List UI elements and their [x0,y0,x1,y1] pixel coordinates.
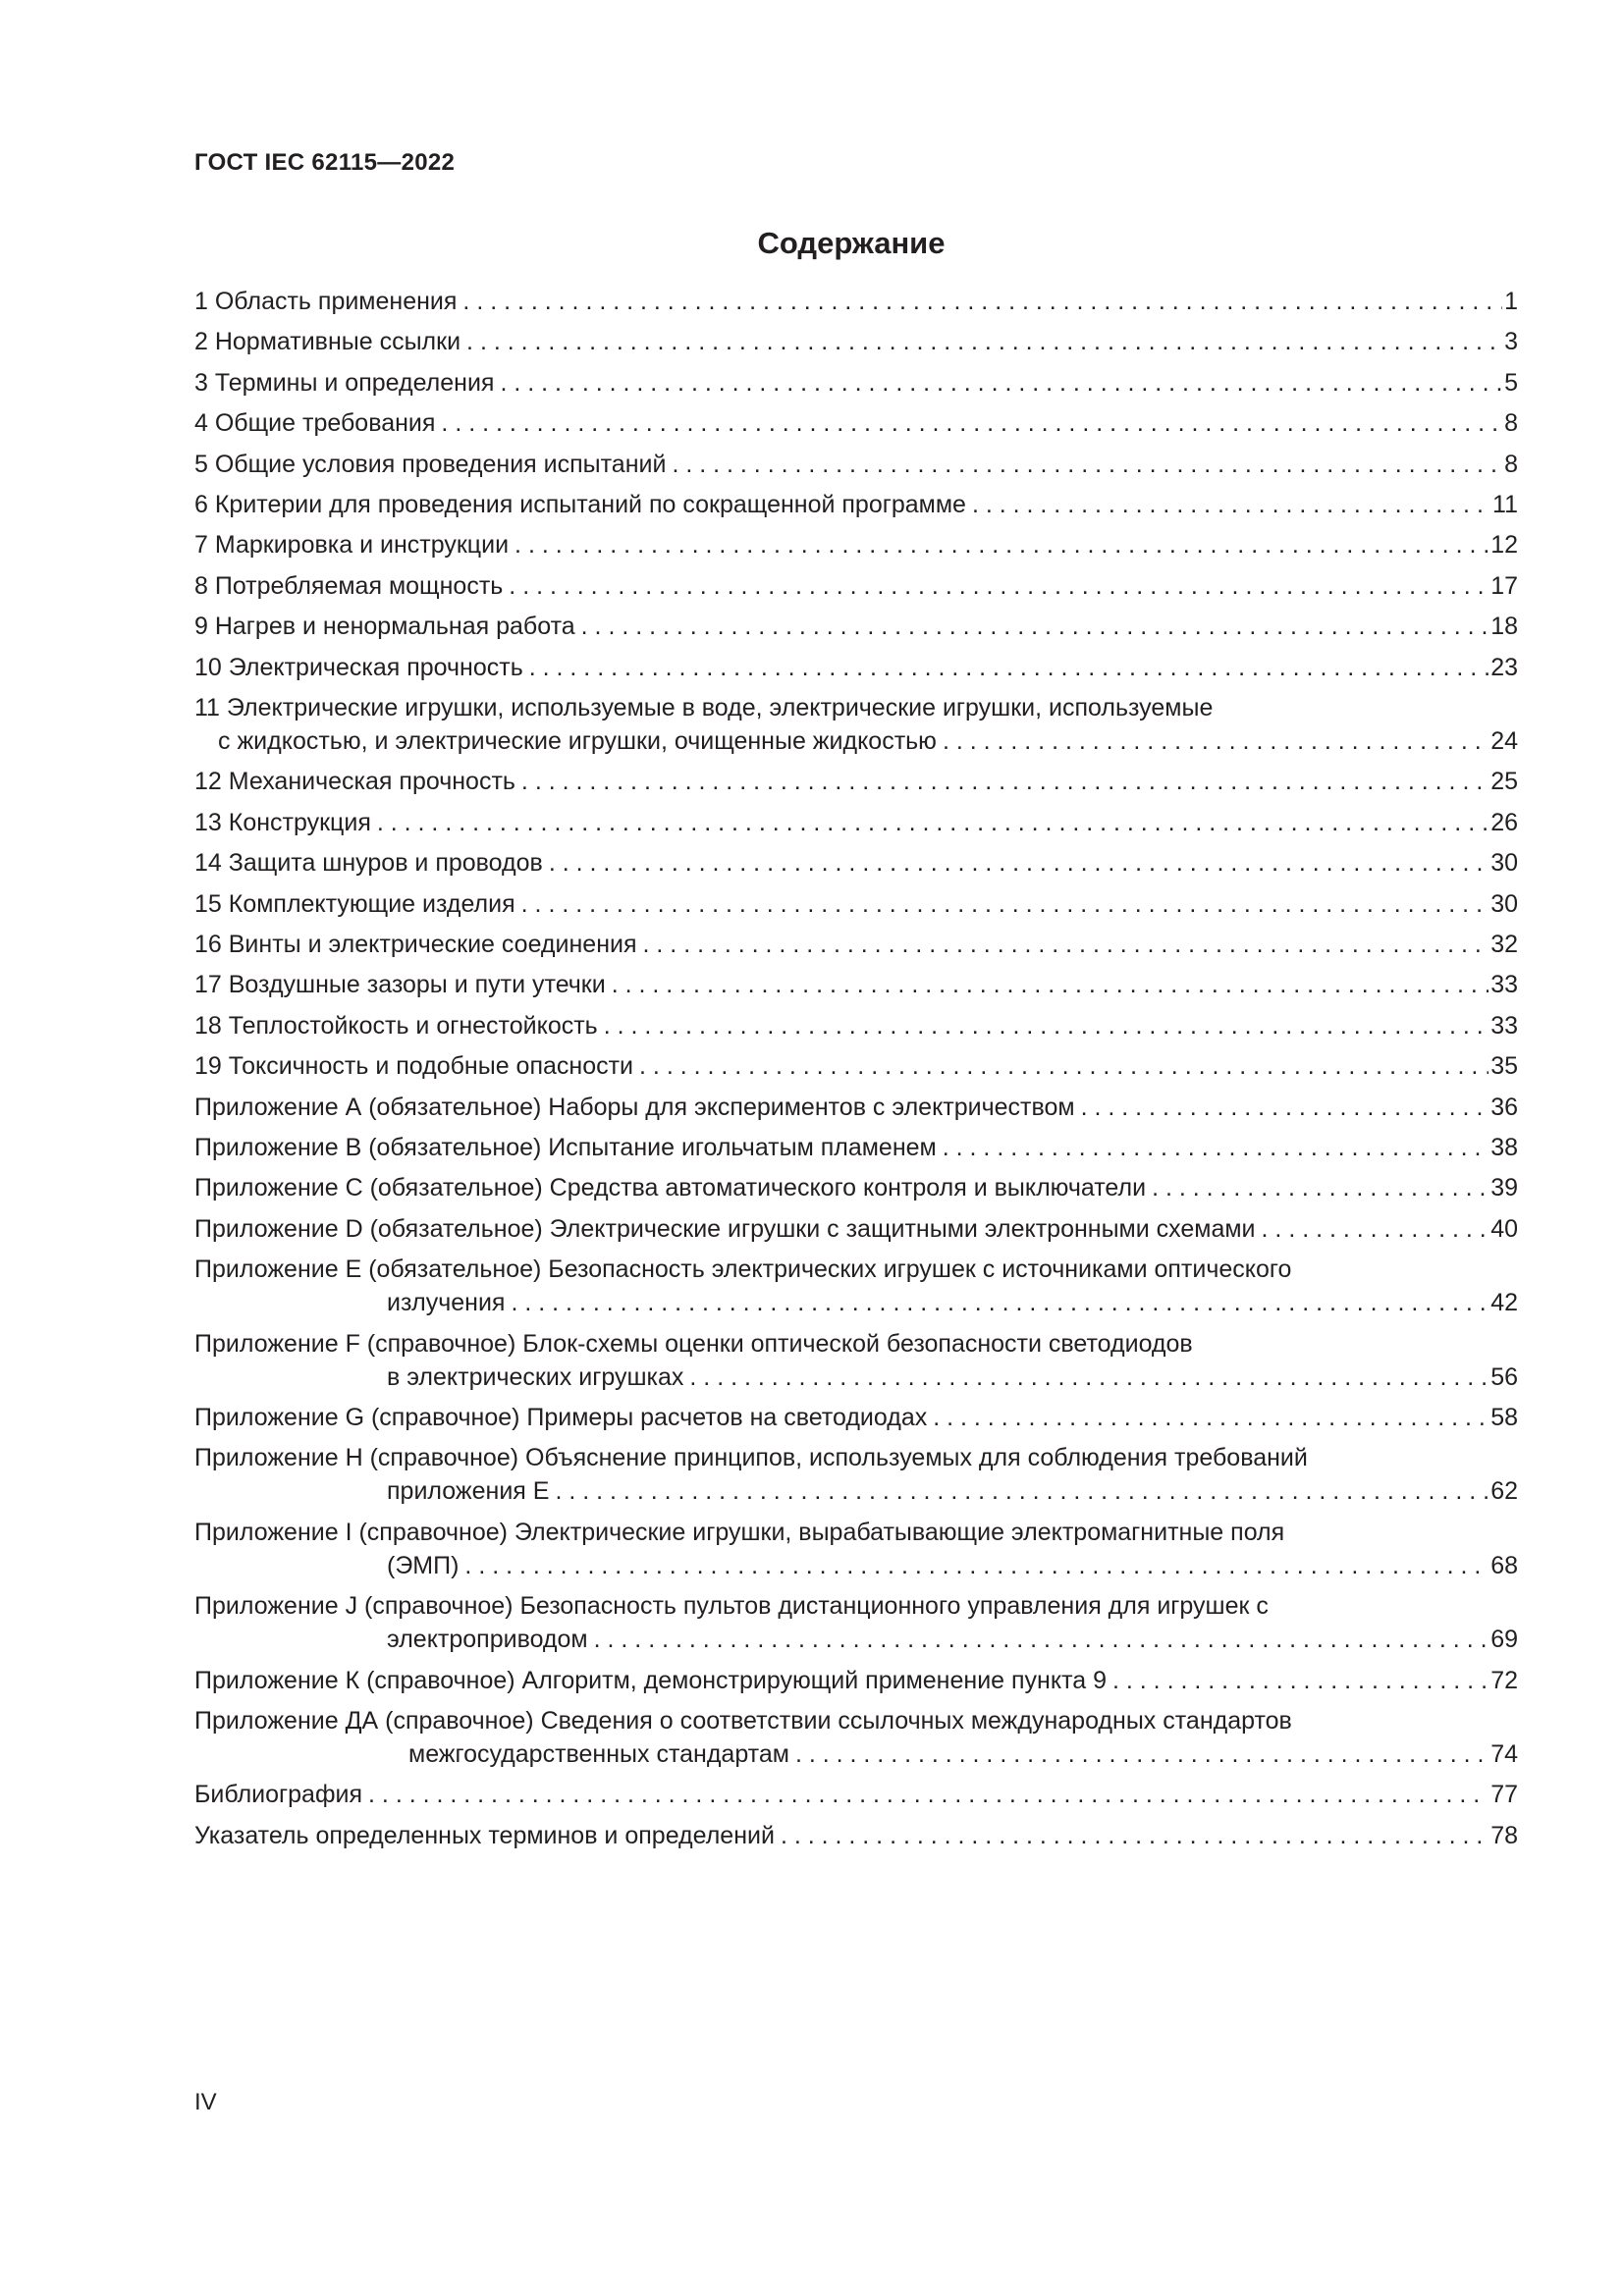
toc-leader-dots [549,846,1489,880]
toc-entry[interactable] [194,366,1518,400]
toc-entry-continuation [194,724,1518,758]
toc-title: Содержание [757,226,946,260]
toc-entry-title: 6 Критерии для проведения испытаний по сокращенной программе [194,491,966,518]
toc-page-number: 56 [1490,1362,1518,1391]
toc-entry-title: в электрических игрушках [387,1362,684,1391]
toc-page-number: 38 [1490,1134,1518,1161]
toc-leader-dots [689,1361,1489,1394]
toc-page-number: 5 [1504,368,1518,397]
toc-entry-title: Приложение D (обязательное) Электрические игрушки с защитными электронными схемами [194,1214,1256,1243]
toc-entry-title: Приложение G (справочное) Примеры расчетов на светодиодах [194,1404,928,1431]
toc-page-number: 23 [1490,653,1518,681]
toc-entry-line [194,325,1518,358]
toc-entry-title: Приложение Е (обязательное) Безопасность электрических игрушек с источниками оптического [194,1255,1292,1284]
toc-entry-line [194,806,1518,839]
toc-leader-dots [441,406,1502,440]
toc-page-number: 30 [1490,849,1518,878]
toc-leader-dots [462,285,1502,318]
toc-entry[interactable] [194,1819,1518,1852]
toc-entry-line [194,887,1518,921]
toc-leader-dots [943,724,1489,758]
toc-leader-dots [511,1286,1489,1319]
toc-page-number: 58 [1490,1404,1518,1431]
toc-entry-title: приложения Е [387,1477,550,1506]
toc-entry-title: 9 Нагрев и ненормальная работа [194,613,575,641]
toc-entry-continuation [194,1286,1518,1319]
toc-entry[interactable] [194,1327,1518,1394]
toc-entry-title: Приложение F (справочное) Блок-схемы оценки оптической безопасности светодиодов [194,1329,1193,1358]
toc-entry[interactable] [194,1009,1518,1042]
toc-entry[interactable] [194,528,1518,561]
toc-entry-title: Библиография [194,1781,363,1809]
toc-entry-line [194,1589,1518,1623]
toc-entry[interactable] [194,1516,1518,1582]
toc-entry-line [194,1171,1518,1204]
toc-entry[interactable] [194,765,1518,798]
toc-entry[interactable] [194,1049,1518,1083]
toc-page-number: 26 [1490,808,1518,836]
toc-entry-line [194,691,1518,724]
toc-entry-line [194,1778,1518,1811]
toc-page-number: 32 [1490,931,1518,958]
toc-page-number: 77 [1490,1781,1518,1809]
toc-entry[interactable] [194,887,1518,921]
toc-page-number: 74 [1490,1740,1518,1768]
toc-leader-dots [529,651,1489,684]
toc-leader-dots [933,1401,1489,1434]
toc-entry-title: 15 Комплектующие изделия [194,889,515,918]
toc-entry[interactable] [194,806,1518,839]
toc-entry-line [194,569,1518,603]
toc-entry-title: Приложение I (справочное) Электрические игрушки, вырабатывающие электромагнитные поля [194,1518,1285,1546]
toc-page-number: 11 [1492,491,1518,518]
toc-leader-dots [1152,1171,1489,1204]
toc-entry-line [194,765,1518,798]
toc-entry-line [194,1819,1518,1852]
toc-entry[interactable] [194,448,1518,481]
toc-entry-title: (ЭМП) [387,1551,460,1579]
toc-page-number: 8 [1504,409,1518,438]
toc-leader-dots [464,1549,1489,1582]
toc-entry[interactable] [194,1171,1518,1204]
toc-entry-title: излучения [387,1289,506,1317]
toc-leader-dots [514,528,1489,561]
toc-entry-title: Приложение ДА (справочное) Сведения о соответствии ссылочных международных стандартов [194,1707,1292,1735]
toc-leader-dots [972,488,1490,521]
toc-entry-line [194,528,1518,561]
toc-entry-line [194,1704,1518,1737]
toc-entry-title: 18 Теплостойкость и огнестойкость [194,1011,598,1040]
toc-entry-line [194,1401,1518,1434]
toc-entry[interactable] [194,1212,1518,1246]
toc-entry[interactable] [194,968,1518,1001]
toc-page-number: 62 [1490,1477,1518,1506]
toc-page-number: 25 [1490,768,1518,796]
toc-page-number: 18 [1490,613,1518,641]
toc-page-number: 12 [1490,531,1518,560]
toc-page-number: 33 [1490,1011,1518,1040]
toc-leader-dots [1081,1091,1489,1124]
toc-entry[interactable] [194,1704,1518,1771]
toc-entry[interactable] [194,569,1518,603]
toc-entry-title: электроприводом [387,1626,588,1654]
toc-page-number: 3 [1504,328,1518,356]
toc-leader-dots [1112,1664,1489,1697]
toc-page-number: 39 [1490,1174,1518,1202]
toc-entry-title: 4 Общие требования [194,409,436,438]
toc-page-number: 30 [1490,889,1518,918]
toc-page-number: 40 [1490,1214,1518,1243]
toc-leader-dots [795,1737,1489,1771]
toc-entry-title: Указатель определенных терминов и определений [194,1821,775,1849]
toc-entry-title: 16 Винты и электрические соединения [194,931,637,958]
toc-entry-title: с жидкостью, и электрические игрушки, очищенные жидкостью [218,727,937,755]
toc-page-number: 72 [1490,1666,1518,1694]
toc-page-number: 36 [1490,1093,1518,1121]
toc-entry[interactable] [194,691,1518,758]
toc-entry-title: Приложение А (обязательное) Наборы для экспериментов с электричеством [194,1093,1075,1121]
toc-leader-dots [500,366,1502,400]
toc-leader-dots [639,1049,1489,1083]
toc-entry-title: 10 Электрическая прочность [194,653,523,681]
toc-entry[interactable] [194,651,1518,684]
toc-entry-title: 13 Конструкция [194,808,371,836]
toc-page-number: 35 [1490,1052,1518,1081]
toc-entry-title: межгосударственных стандартам [408,1740,789,1768]
toc-leader-dots [1262,1212,1489,1246]
toc-entry[interactable] [194,1441,1518,1508]
toc-entry-line [194,968,1518,1001]
toc-entry-title: 8 Потребляемая мощность [194,571,504,600]
toc-entry-continuation [194,1474,1518,1508]
toc-entry[interactable] [194,1253,1518,1319]
toc-leader-dots [643,928,1489,961]
toc-page-number: 69 [1490,1626,1518,1654]
toc-entry-title: 7 Маркировка и инструкции [194,531,510,560]
toc-entry-title: 5 Общие условия проведения испытаний [194,450,667,478]
toc-entry-title: 2 Нормативные ссылки [194,328,461,356]
toc-entry-line [194,406,1518,440]
toc-leader-dots [377,806,1489,839]
toc-entry[interactable] [194,488,1518,521]
toc-entry-line [194,651,1518,684]
toc-entry-title: 17 Воздушные зазоры и пути утечки [194,971,606,999]
toc-entry-line [194,846,1518,880]
toc-entry[interactable] [194,1589,1518,1656]
toc-entry-line [194,1091,1518,1124]
page-number: IV [194,2089,217,2115]
toc-page-number: 78 [1490,1821,1518,1849]
toc-entry[interactable] [194,610,1518,643]
toc-leader-dots [509,569,1489,603]
toc-entry-line [194,1441,1518,1474]
toc-entry-line [194,1049,1518,1083]
toc-entry[interactable] [194,846,1518,880]
toc-leader-dots [604,1009,1489,1042]
toc-leader-dots [672,448,1502,481]
toc-entry-line [194,285,1518,318]
toc-leader-dots [943,1131,1489,1164]
toc-entry-continuation [194,1549,1518,1582]
toc-entry-continuation [194,1361,1518,1394]
toc-page-number: 1 [1504,288,1518,315]
toc-entry-title: Приложение J (справочное) Безопасность пультов дистанционного управления для игрушек с [194,1592,1269,1621]
toc-entry[interactable] [194,1401,1518,1434]
toc-entry-line [194,1009,1518,1042]
toc-page-number: 68 [1490,1551,1518,1579]
toc-entry-title: 19 Токсичность и подобные опасности [194,1052,634,1081]
toc-entry-title: Приложение Н (справочное) Объяснение принципов, используемых для соблюдения требований [194,1444,1308,1472]
toc-entry[interactable] [194,1778,1518,1811]
toc-entry-continuation [194,1623,1518,1656]
toc-entry-title: 12 Механическая прочность [194,768,515,796]
toc-page-number: 33 [1490,971,1518,999]
toc-entry[interactable] [194,1131,1518,1164]
toc-entry-title: Приложение К (справочное) Алгоритм, демонстрирующий применение пункта 9 [194,1666,1107,1694]
toc-entry[interactable] [194,928,1518,961]
toc-entry-line [194,1131,1518,1164]
toc-leader-dots [521,765,1489,798]
toc-leader-dots [555,1474,1489,1508]
toc-entry-continuation [194,1737,1518,1771]
toc-entry-line [194,1516,1518,1549]
toc-entry-title: 3 Термины и определения [194,368,495,397]
toc-entry-line [194,928,1518,961]
toc-page-number: 24 [1490,727,1518,755]
toc-entry-title: 14 Защита шнуров и проводов [194,849,543,878]
toc-entry-line [194,366,1518,400]
toc-leader-dots [466,325,1502,358]
toc-leader-dots [368,1778,1489,1811]
toc-entry-title: Приложение С (обязательное) Средства автоматического контроля и выключатели [194,1174,1147,1202]
toc-entry-title: Приложение В (обязательное) Испытание игольчатым пламенем [194,1134,937,1161]
toc-leader-dots [781,1819,1489,1852]
toc-entry-line [194,448,1518,481]
toc-leader-dots [521,887,1489,921]
toc-entry-line [194,1253,1518,1286]
toc-entry-line [194,1327,1518,1361]
toc-leader-dots [612,968,1489,1001]
toc-entry[interactable] [194,1664,1518,1697]
toc-entry[interactable] [194,406,1518,440]
toc-entry-line [194,488,1518,521]
document-header: ГОСТ IEC 62115—2022 [194,149,456,176]
toc-entry-title: 11 Электрические игрушки, используемые в воде, электрические игрушки, используемые [194,694,1214,721]
toc-entry-title: 1 Область применения [194,288,458,315]
toc-leader-dots [594,1623,1489,1656]
toc-page-number: 8 [1504,450,1518,478]
toc-entry-line [194,1664,1518,1697]
toc-entry[interactable] [194,285,1518,318]
toc-entry[interactable] [194,325,1518,358]
toc-entry[interactable] [194,1091,1518,1124]
toc-entry-line [194,610,1518,643]
toc-page-number: 17 [1490,571,1518,600]
toc-entry-line [194,1212,1518,1246]
toc-leader-dots [581,610,1489,643]
toc-page-number: 42 [1490,1289,1518,1317]
